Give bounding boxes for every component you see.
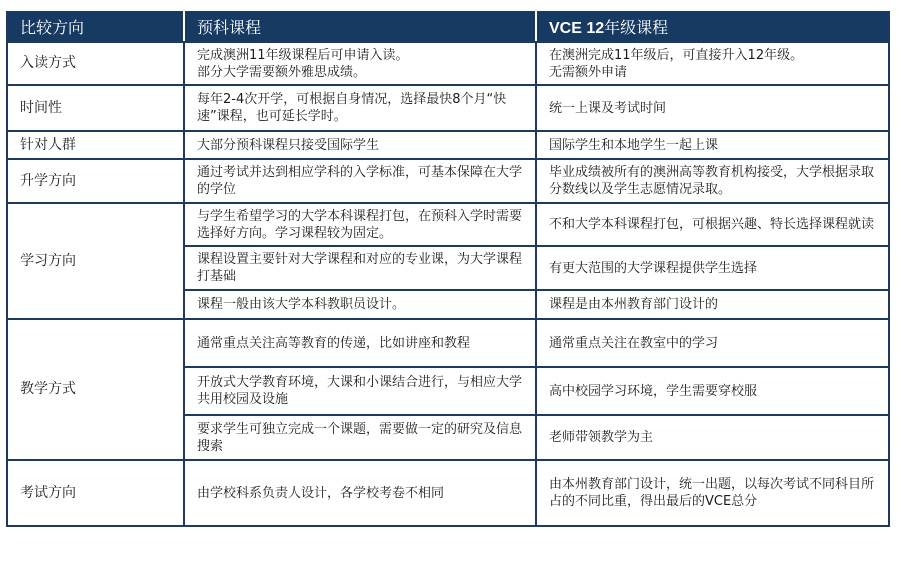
row-category: 针对人群 <box>8 130 185 158</box>
vce-text-line: 无需额外申请 <box>549 64 628 80</box>
header-foundation: 预科课程 <box>185 11 537 41</box>
row-category: 学习方向 <box>8 202 185 318</box>
row-category: 教学方式 <box>8 318 185 459</box>
foundation-cell <box>185 41 537 84</box>
comparison-table-container <box>6 11 886 551</box>
foundation-cell: 要求学生可独立完成一个课题，需要做一定的研究及信息搜索 <box>185 414 537 459</box>
vce-cell: 毕业成绩被所有的澳洲高等教育机构接受，大学根据录取 分数线以及学生志愿情况录取。 <box>537 158 888 202</box>
header-vce <box>537 11 888 41</box>
vce-cell <box>537 41 888 84</box>
foundation-cell: 课程一般由该大学本科教职员设计。 <box>185 289 537 318</box>
vce-cell: 老师带领教学为主 <box>537 414 888 459</box>
table-row <box>8 202 888 245</box>
comparison-table <box>6 11 890 527</box>
vce-cell: 有更大范围的大学课程提供学生选择 <box>537 245 888 289</box>
table-header-row <box>8 11 888 41</box>
foundation-cell: 开放式大学教育环境，大课和小课结合进行，与相应大学共用校园及设施 <box>185 366 537 414</box>
header-vce-suffix: 年级课程 <box>604 17 669 37</box>
foundation-cell: 由学校科系负责人设计，各学校考卷不相同 <box>185 459 537 525</box>
table-row <box>8 459 888 525</box>
row-category: 时间性 <box>8 84 185 130</box>
foundation-cell: 课程设置主要针对大学课程和对应的专业课，为大学课程打基础 <box>185 245 537 289</box>
row-category: 考试方向 <box>8 459 185 525</box>
table-row <box>8 84 888 130</box>
vce-text-line: 在澳洲完成11年级后，可直接升入12年级。 <box>549 47 804 63</box>
table-row <box>8 130 888 158</box>
foundation-cell: 通过考试并达到相应学科的入学标准，可基本保障在大学的学位 <box>185 158 537 202</box>
header-vce-prefix: VCE 12 <box>549 19 605 37</box>
vce-cell: 统一上课及考试时间 <box>537 84 888 130</box>
foundation-text-line: 完成澳洲11年级课程后可申请入读。 <box>197 47 409 63</box>
vce-cell: 通常重点关注在教室中的学习 <box>537 318 888 366</box>
vce-cell: 国际学生和本地学生一起上课 <box>537 130 888 158</box>
table-row <box>8 158 888 202</box>
row-category: 升学方向 <box>8 158 185 202</box>
foundation-cell: 大部分预科课程只接受国际学生 <box>185 130 537 158</box>
header-compare: 比较方向 <box>8 11 185 41</box>
vce-cell: 课程是由本州教育部门设计的 <box>537 289 888 318</box>
table-row <box>8 318 888 366</box>
vce-cell: 高中校园学习环境，学生需要穿校服 <box>537 366 888 414</box>
foundation-cell: 通常重点关注高等教育的传递，比如讲座和教程 <box>185 318 537 366</box>
row-category: 入读方式 <box>8 41 185 84</box>
vce-cell: 由本州教育部门设计，统一出题，以每次考试不同科目所占的不同比重，得出最后的VCE总分 <box>537 459 888 525</box>
table-row <box>8 41 888 84</box>
vce-cell: 不和大学本科课程打包，可根据兴趣、特长选择课程就读 <box>537 202 888 245</box>
foundation-cell: 每年2-4次开学，可根据自身情况，选择最快8个月“快速”课程，也可延长学时。 <box>185 84 537 130</box>
foundation-text-line: 部分大学需要额外雅思成绩。 <box>197 64 367 80</box>
foundation-cell: 与学生希望学习的大学本科课程打包，在预科入学时需要选择好方向。学习课程较为固定。 <box>185 202 537 245</box>
